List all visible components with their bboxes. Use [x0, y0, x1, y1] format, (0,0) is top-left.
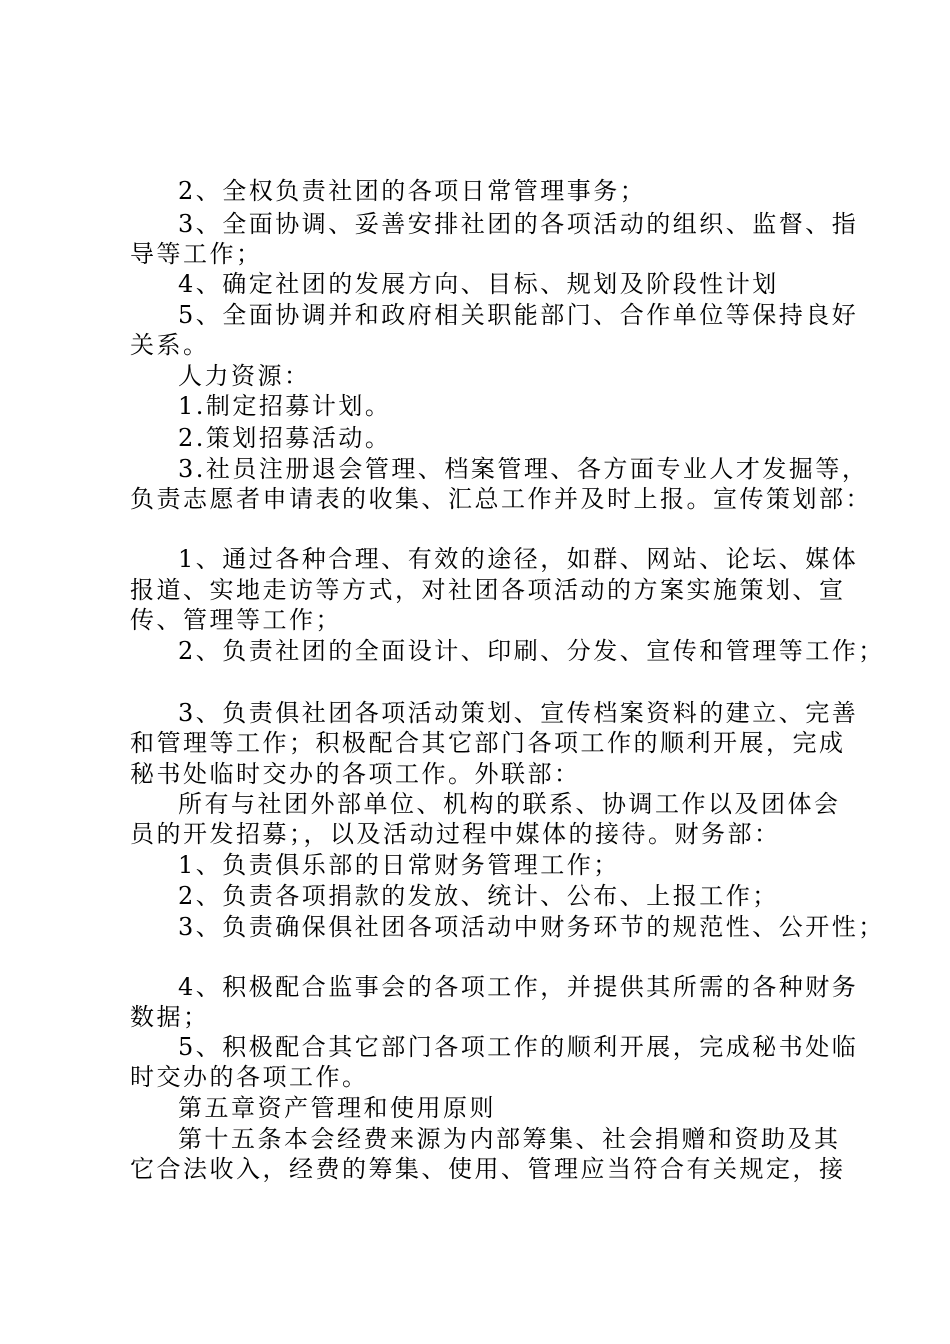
text-line: 4、确定社团的发展方向、目标、规划及阶段性计划 — [178, 270, 779, 298]
text-line: 2、全权负责社团的各项日常管理事务； — [178, 177, 647, 205]
text-line: 第十五条本会经费来源为内部筹集、社会捐赠和资助及其 — [178, 1125, 841, 1153]
text-line: 和管理等工作；积极配合其它部门各项工作的顺利开展，完成 — [130, 729, 846, 757]
text-line: 2.策划招募活动。 — [178, 424, 392, 452]
text-line: 报道、实地走访等方式，对社团各项活动的方案实施策划、宣 — [130, 576, 846, 604]
text-line: 5、全面协调并和政府相关职能部门、合作单位等保持良好 — [178, 301, 859, 329]
text-line: 员的开发招募；，以及活动过程中媒体的接待。财务部： — [130, 820, 781, 848]
text-line: 导等工作； — [130, 240, 263, 268]
text-line: 5、积极配合其它部门各项工作的顺利开展，完成秘书处临 — [178, 1033, 859, 1061]
text-line: 关系。 — [130, 331, 210, 359]
text-line: 2、负责社团的全面设计、印刷、分发、宣传和管理等工作； — [178, 637, 885, 665]
text-line: 数据； — [130, 1003, 210, 1031]
chapter-heading: 第五章资产管理和使用原则 — [178, 1094, 496, 1122]
section-heading: 人力资源： — [178, 362, 311, 390]
text-line: 3、负责确保俱社团各项活动中财务环节的规范性、公开性； — [178, 913, 885, 941]
text-line: 传、管理等工作； — [130, 606, 342, 634]
text-line: 1、负责俱乐部的日常财务管理工作； — [178, 851, 620, 879]
text-line: 1.制定招募计划。 — [178, 392, 392, 420]
text-line: 2、负责各项捐款的发放、统计、公布、上报工作； — [178, 882, 779, 910]
text-line: 4、积极配合监事会的各项工作，并提供其所需的各种财务 — [178, 973, 859, 1001]
text-line: 3、负责俱社团各项活动策划、宣传档案资料的建立、完善 — [178, 699, 859, 727]
text-line: 3.社员注册退会管理、档案管理、各方面专业人才发掘等， — [178, 455, 869, 483]
text-line: 负责志愿者申请表的收集、汇总工作并及时上报。宣传策划部： — [130, 485, 872, 513]
text-line: 所有与社团外部单位、机构的联系、协调工作以及团体会 — [178, 790, 841, 818]
text-line: 3、全面协调、妥善安排社团的各项活动的组织、监督、指 — [178, 210, 859, 238]
text-line: 1、通过各种合理、有效的途径，如群、网站、论坛、媒体 — [178, 545, 859, 573]
text-line: 时交办的各项工作。 — [130, 1063, 369, 1091]
text-line: 它合法收入，经费的筹集、使用、管理应当符合有关规定，接 — [130, 1155, 846, 1183]
text-line: 秘书处临时交办的各项工作。外联部： — [130, 760, 581, 788]
